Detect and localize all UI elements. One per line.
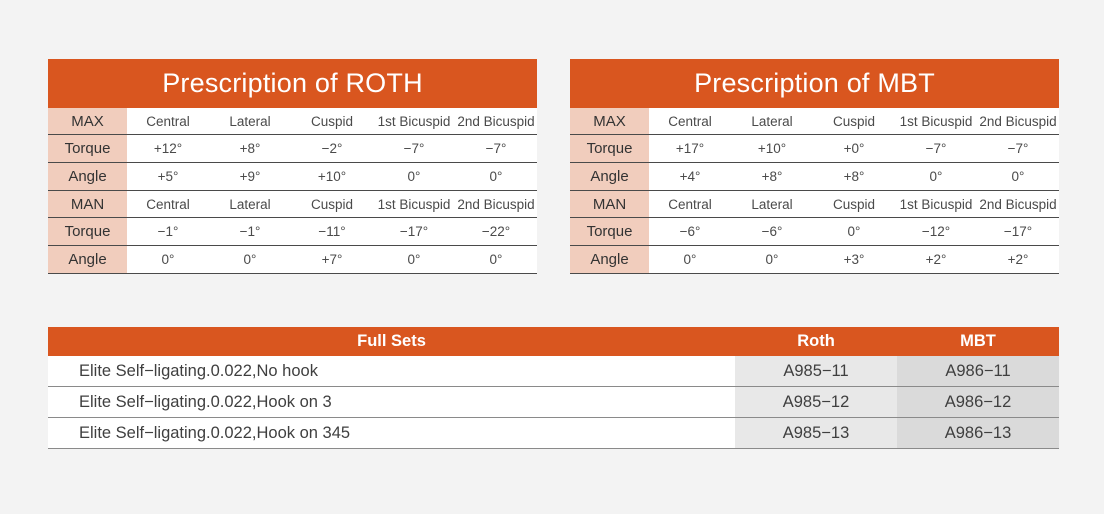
roth-title: Prescription of ROTH	[48, 59, 537, 108]
set-name: Elite Self−ligating.0.022,No hook	[48, 356, 735, 387]
tooth-label: Lateral	[209, 191, 291, 218]
mbt-column-header: MBT	[897, 327, 1059, 356]
tooth-label: Lateral	[731, 191, 813, 218]
tooth-label: 2nd Bicuspid	[455, 191, 537, 218]
angle-label: Angle	[570, 163, 649, 191]
tooth-label: Cuspid	[291, 191, 373, 218]
angle-value: +10°	[291, 163, 373, 191]
roth-max-angle-row	[48, 163, 537, 191]
set-name: Elite Self−ligating.0.022,Hook on 3	[48, 387, 735, 418]
angle-value: +9°	[209, 163, 291, 191]
torque-value: −11°	[291, 218, 373, 246]
angle-value: 0°	[373, 163, 455, 191]
tooth-label: Lateral	[209, 108, 291, 135]
angle-label: Angle	[570, 246, 649, 274]
roth-man-label: MAN	[48, 191, 127, 218]
tooth-label: Cuspid	[813, 191, 895, 218]
angle-value: +8°	[731, 163, 813, 191]
table-row	[48, 356, 1059, 387]
full-sets-table	[48, 327, 1059, 449]
angle-value: 0°	[731, 246, 813, 274]
roth-prescription-table	[48, 59, 537, 274]
torque-value: 0°	[813, 218, 895, 246]
tooth-label: 1st Bicuspid	[895, 191, 977, 218]
mbt-max-torque-row	[570, 135, 1059, 163]
angle-value: 0°	[455, 246, 537, 274]
angle-value: 0°	[977, 163, 1059, 191]
roth-man-angle-row	[48, 246, 537, 274]
full-sets-header-row	[48, 327, 1059, 356]
mbt-man-angle-row	[570, 246, 1059, 274]
torque-value: −22°	[455, 218, 537, 246]
mbt-max-header-row	[570, 108, 1059, 135]
torque-value: −6°	[649, 218, 731, 246]
roth-max-header-row	[48, 108, 537, 135]
tooth-label: 1st Bicuspid	[373, 108, 455, 135]
torque-label: Torque	[570, 218, 649, 246]
roth-code: A985−11	[735, 356, 897, 387]
mbt-title: Prescription of MBT	[570, 59, 1059, 108]
torque-value: −1°	[209, 218, 291, 246]
roth-grid	[48, 108, 537, 274]
mbt-man-label: MAN	[570, 191, 649, 218]
angle-value: 0°	[373, 246, 455, 274]
tooth-label: Lateral	[731, 108, 813, 135]
mbt-max-angle-row	[570, 163, 1059, 191]
torque-value: −7°	[455, 135, 537, 163]
mbt-code: A986−12	[897, 387, 1059, 418]
tooth-label: 2nd Bicuspid	[977, 108, 1059, 135]
torque-value: −7°	[977, 135, 1059, 163]
mbt-code: A986−11	[897, 356, 1059, 387]
angle-value: +5°	[127, 163, 209, 191]
table-row	[48, 387, 1059, 418]
angle-value: 0°	[455, 163, 537, 191]
torque-label: Torque	[570, 135, 649, 163]
mbt-man-header-row	[570, 191, 1059, 218]
torque-value: +17°	[649, 135, 731, 163]
roth-code: A985−12	[735, 387, 897, 418]
tooth-label: 1st Bicuspid	[895, 108, 977, 135]
angle-value: 0°	[895, 163, 977, 191]
angle-value: +7°	[291, 246, 373, 274]
tooth-label: Cuspid	[813, 108, 895, 135]
tooth-label: Cuspid	[291, 108, 373, 135]
torque-value: −6°	[731, 218, 813, 246]
angle-value: 0°	[209, 246, 291, 274]
torque-value: −2°	[291, 135, 373, 163]
angle-label: Angle	[48, 246, 127, 274]
roth-man-header-row	[48, 191, 537, 218]
table-row	[48, 418, 1059, 449]
tooth-label: 2nd Bicuspid	[977, 191, 1059, 218]
set-name: Elite Self−ligating.0.022,Hook on 345	[48, 418, 735, 449]
torque-value: −1°	[127, 218, 209, 246]
tooth-label: Central	[127, 108, 209, 135]
tooth-label: Central	[649, 191, 731, 218]
roth-column-header: Roth	[735, 327, 897, 356]
torque-label: Torque	[48, 218, 127, 246]
torque-value: −7°	[373, 135, 455, 163]
tooth-label: 2nd Bicuspid	[455, 108, 537, 135]
angle-value: +2°	[977, 246, 1059, 274]
torque-label: Torque	[48, 135, 127, 163]
torque-value: +10°	[731, 135, 813, 163]
angle-value: +8°	[813, 163, 895, 191]
mbt-max-label: MAX	[570, 108, 649, 135]
torque-value: +8°	[209, 135, 291, 163]
roth-max-torque-row	[48, 135, 537, 163]
angle-value: +3°	[813, 246, 895, 274]
torque-value: +0°	[813, 135, 895, 163]
mbt-code: A986−13	[897, 418, 1059, 449]
angle-value: +2°	[895, 246, 977, 274]
torque-value: −17°	[373, 218, 455, 246]
roth-max-label: MAX	[48, 108, 127, 135]
full-sets-header: Full Sets	[48, 327, 735, 356]
roth-code: A985−13	[735, 418, 897, 449]
tooth-label: Central	[127, 191, 209, 218]
roth-man-torque-row	[48, 218, 537, 246]
torque-value: +12°	[127, 135, 209, 163]
angle-label: Angle	[48, 163, 127, 191]
mbt-prescription-table	[570, 59, 1059, 274]
torque-value: −12°	[895, 218, 977, 246]
angle-value: 0°	[127, 246, 209, 274]
full-sets-grid	[48, 327, 1059, 449]
angle-value: +4°	[649, 163, 731, 191]
torque-value: −7°	[895, 135, 977, 163]
torque-value: −17°	[977, 218, 1059, 246]
angle-value: 0°	[649, 246, 731, 274]
mbt-man-torque-row	[570, 218, 1059, 246]
mbt-grid	[570, 108, 1059, 274]
tooth-label: 1st Bicuspid	[373, 191, 455, 218]
tooth-label: Central	[649, 108, 731, 135]
